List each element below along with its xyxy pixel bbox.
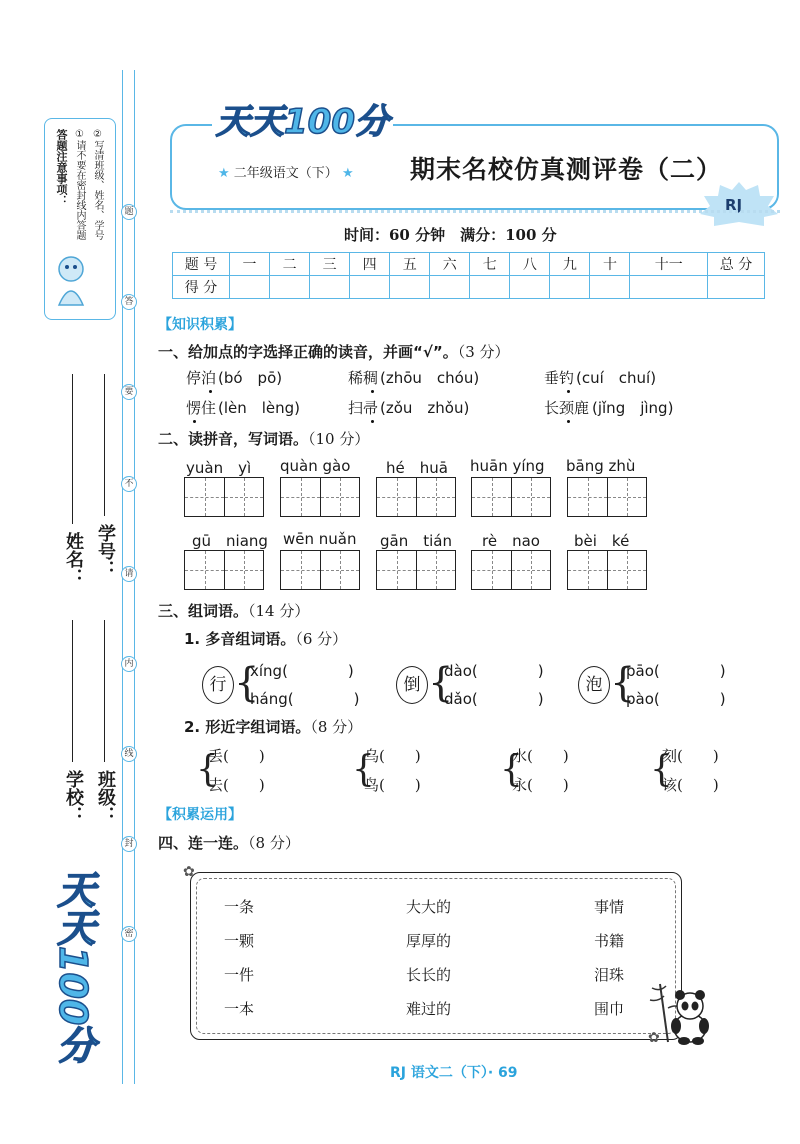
- match-right-3[interactable]: 泪珠: [594, 966, 625, 984]
- q1-title: [158, 341, 510, 362]
- header-cell: 一: [230, 253, 270, 276]
- q3-sub2-points: （8 分）: [310, 718, 363, 736]
- brace-icon: {: [352, 749, 375, 790]
- class-field[interactable]: [104, 620, 105, 762]
- q2-title: [158, 428, 369, 449]
- section-tag-application: 【积累运用】: [158, 807, 242, 823]
- q2-pinyin-3: hé huā: [386, 459, 448, 477]
- seal-char-6: 内: [121, 656, 137, 672]
- score-cell[interactable]: [470, 276, 510, 299]
- writing-grid[interactable]: [280, 550, 360, 590]
- emphasis-dot: [371, 420, 374, 423]
- header-cell: 四: [350, 253, 390, 276]
- match-mid-1[interactable]: 大大的: [406, 898, 452, 916]
- notice-cartoon-icon: [51, 251, 91, 311]
- score-cell[interactable]: [350, 276, 390, 299]
- q2-pinyin-1: yuàn yì: [186, 459, 252, 477]
- brace-icon: {: [196, 749, 219, 790]
- student-id-field[interactable]: [104, 374, 105, 516]
- match-right-4[interactable]: 围巾: [594, 1000, 625, 1018]
- score-cell[interactable]: [430, 276, 470, 299]
- score-cell[interactable]: [550, 276, 590, 299]
- brace-icon: {: [428, 660, 454, 706]
- q1-options-3[interactable]: (cuí chuí): [576, 369, 657, 387]
- match-mid-3[interactable]: 长长的: [406, 966, 452, 984]
- polyphone-answer[interactable]: dǎo( ): [444, 690, 544, 708]
- q4-title-text: 四、连一连。: [158, 834, 249, 852]
- notice-title: 答题注意事项：: [55, 129, 68, 206]
- brace-icon: {: [610, 660, 636, 706]
- star-icon: ★: [218, 166, 230, 181]
- match-left-4[interactable]: 一本: [224, 1000, 255, 1018]
- emphasis-dot: [193, 420, 196, 423]
- writing-grid[interactable]: [567, 477, 647, 517]
- header-cell: 九: [550, 253, 590, 276]
- match-left-1[interactable]: 一条: [224, 898, 255, 916]
- q2-pinyin-9: rè nao: [482, 532, 540, 550]
- brace-icon: {: [650, 749, 673, 790]
- q1-word-3: 垂钓: [544, 369, 575, 387]
- side-logo: 天天100分: [51, 870, 95, 1064]
- flower-icon: ✿: [183, 864, 195, 880]
- q2-pinyin-8: gān tián: [380, 532, 452, 550]
- polyphone-answer[interactable]: xíng( ): [250, 662, 354, 680]
- school-field[interactable]: [72, 620, 73, 762]
- header-divider: [170, 210, 780, 213]
- writing-grid[interactable]: [567, 550, 647, 590]
- header-logo: 天天100分: [212, 94, 393, 143]
- q1-word-5: 扫帚: [348, 399, 379, 417]
- table-row: [173, 276, 765, 299]
- similar-answer[interactable]: 丢( ): [208, 747, 265, 765]
- score-table: [172, 252, 765, 299]
- class-label: 班级：: [95, 770, 116, 824]
- q2-pinyin-4: huān yíng: [470, 457, 545, 475]
- polyphone-char: 泡: [578, 666, 610, 704]
- header-cell: 六: [430, 253, 470, 276]
- seal-char-3: 要: [121, 384, 137, 400]
- table-row: [173, 253, 765, 276]
- q2-pinyin-10: bèi ké: [574, 532, 630, 550]
- header-cell: 题 号: [173, 253, 230, 276]
- emphasis-dot: [209, 390, 212, 393]
- writing-grid[interactable]: [376, 477, 456, 517]
- similar-answer[interactable]: 永( ): [512, 776, 569, 794]
- writing-grid[interactable]: [184, 477, 264, 517]
- match-right-2[interactable]: 书籍: [594, 932, 625, 950]
- emphasis-dot: [371, 390, 374, 393]
- q2-pinyin-7: wēn nuǎn: [283, 530, 357, 548]
- polyphone-answer[interactable]: pāo( ): [626, 662, 726, 680]
- similar-answer[interactable]: 该( ): [662, 776, 719, 794]
- seal-char-5: 请: [121, 566, 137, 582]
- q1-word-1: 停泊: [186, 369, 217, 387]
- similar-answer[interactable]: 去( ): [208, 776, 265, 794]
- polyphone-answer[interactable]: dào( ): [444, 662, 544, 680]
- name-label: 姓名：: [63, 532, 84, 586]
- q3-title-text: 三、组词语。: [158, 602, 249, 620]
- writing-grid[interactable]: [376, 550, 456, 590]
- seal-char-7: 线: [121, 746, 137, 762]
- polyphone-char: 倒: [396, 666, 428, 704]
- q1-options-1[interactable]: (bó pō): [218, 369, 283, 387]
- rj-badge: RJ: [725, 196, 743, 214]
- polyphone-answer[interactable]: pào( ): [626, 690, 726, 708]
- emphasis-dot: [567, 390, 570, 393]
- seal-char-4: 不: [121, 476, 137, 492]
- header-cell: 五: [390, 253, 430, 276]
- polyphone-answer[interactable]: háng( ): [250, 690, 360, 708]
- q2-pinyin-6: gū niang: [192, 532, 268, 550]
- seal-char-2: 答: [121, 294, 137, 310]
- page-footer: RJ 语文二（下）· 69: [390, 1065, 518, 1081]
- notice-item-2: ②写清班级、姓名、学号: [92, 129, 103, 240]
- score-cell[interactable]: [630, 276, 708, 299]
- flower-icon: ✿: [648, 1030, 660, 1046]
- writing-grid[interactable]: [471, 550, 551, 590]
- q3-sub1-title: [184, 628, 347, 649]
- score-cell[interactable]: [708, 276, 765, 299]
- match-mid-2[interactable]: 厚厚的: [406, 932, 452, 950]
- header-cell: 十: [590, 253, 630, 276]
- brace-icon: {: [234, 660, 260, 706]
- q3-title: [158, 600, 309, 621]
- subtitle: [218, 162, 354, 181]
- school-label: 学校：: [63, 770, 84, 824]
- header-cell: 十一: [630, 253, 708, 276]
- q1-options-5[interactable]: (zǒu zhǒu): [380, 399, 470, 417]
- q3-sub1-points: （6 分）: [295, 630, 348, 648]
- emphasis-dot: [567, 420, 570, 423]
- similar-answer[interactable]: 水( ): [512, 747, 569, 765]
- student-id-label: 学号：: [95, 524, 116, 578]
- score-cell[interactable]: [510, 276, 550, 299]
- score-label-cell: 得 分: [173, 276, 230, 299]
- header-cell: 八: [510, 253, 550, 276]
- q1-word-2: 稀稠: [348, 369, 379, 387]
- seal-char-1: 题: [121, 204, 137, 220]
- grade-subject: 二年级语文（下）: [233, 166, 338, 181]
- header-cell: 三: [310, 253, 350, 276]
- section-tag-knowledge: 【知识积累】: [158, 317, 242, 333]
- score-cell[interactable]: [310, 276, 350, 299]
- q3-sub1-text: 1. 多音组词语。: [184, 630, 296, 648]
- header-cell: 七: [470, 253, 510, 276]
- writing-grid[interactable]: [471, 477, 551, 517]
- q1-title-text: 一、给加点的字选择正确的读音，并画“√”。: [158, 343, 458, 361]
- match-left-3[interactable]: 一件: [224, 966, 255, 984]
- q3-sub2-title: [184, 716, 362, 737]
- name-field[interactable]: [72, 374, 73, 524]
- time-info: 时间：60 分钟 满分：100 分: [344, 226, 557, 244]
- match-mid-4[interactable]: 难过的: [406, 1000, 452, 1018]
- score-cell[interactable]: [590, 276, 630, 299]
- match-right-1[interactable]: 事情: [594, 898, 625, 916]
- q3-points: （14 分）: [248, 602, 310, 620]
- q4-points: （8 分）: [248, 834, 300, 852]
- q3-sub2-text: 2. 形近字组词语。: [184, 718, 311, 736]
- q2-title-text: 二、读拼音，写词语。: [158, 430, 309, 448]
- q4-title: [158, 832, 300, 853]
- seal-char-8: 封: [121, 836, 137, 852]
- q2-points: （10 分）: [308, 430, 370, 448]
- q1-options-6[interactable]: (jǐng jìng): [592, 399, 674, 417]
- q1-options-2[interactable]: (zhōu chóu): [380, 369, 480, 387]
- q1-word-4: 愣住: [186, 399, 217, 417]
- seal-char-9: 密: [121, 926, 137, 942]
- score-cell[interactable]: [390, 276, 430, 299]
- q1-points: （3 分）: [457, 343, 510, 361]
- q1-options-4[interactable]: (lèn lèng): [218, 399, 301, 417]
- q2-pinyin-2: quàn gào: [280, 457, 351, 475]
- star-icon: ★: [341, 166, 354, 181]
- score-cell[interactable]: [230, 276, 270, 299]
- match-left-2[interactable]: 一颗: [224, 932, 255, 950]
- polyphone-char: 行: [202, 666, 234, 704]
- header-cell: 总 分: [708, 253, 765, 276]
- similar-answer[interactable]: 刻( ): [662, 747, 719, 765]
- score-cell[interactable]: [270, 276, 310, 299]
- brace-icon: {: [500, 749, 523, 790]
- similar-answer[interactable]: 乌( ): [364, 747, 421, 765]
- q2-pinyin-5: bāng zhù: [566, 457, 636, 475]
- header-cell: 二: [270, 253, 310, 276]
- panda-icon: [646, 978, 716, 1048]
- writing-grid[interactable]: [184, 550, 264, 590]
- notice-item-1: ①请不要在密封线内答题: [74, 129, 85, 240]
- q1-word-6: 长颈鹿: [544, 399, 590, 417]
- writing-grid[interactable]: [280, 477, 360, 517]
- notice-box: [44, 118, 116, 320]
- similar-answer[interactable]: 鸟( ): [364, 776, 421, 794]
- page-title: 期末名校仿真测评卷（二）: [410, 155, 723, 184]
